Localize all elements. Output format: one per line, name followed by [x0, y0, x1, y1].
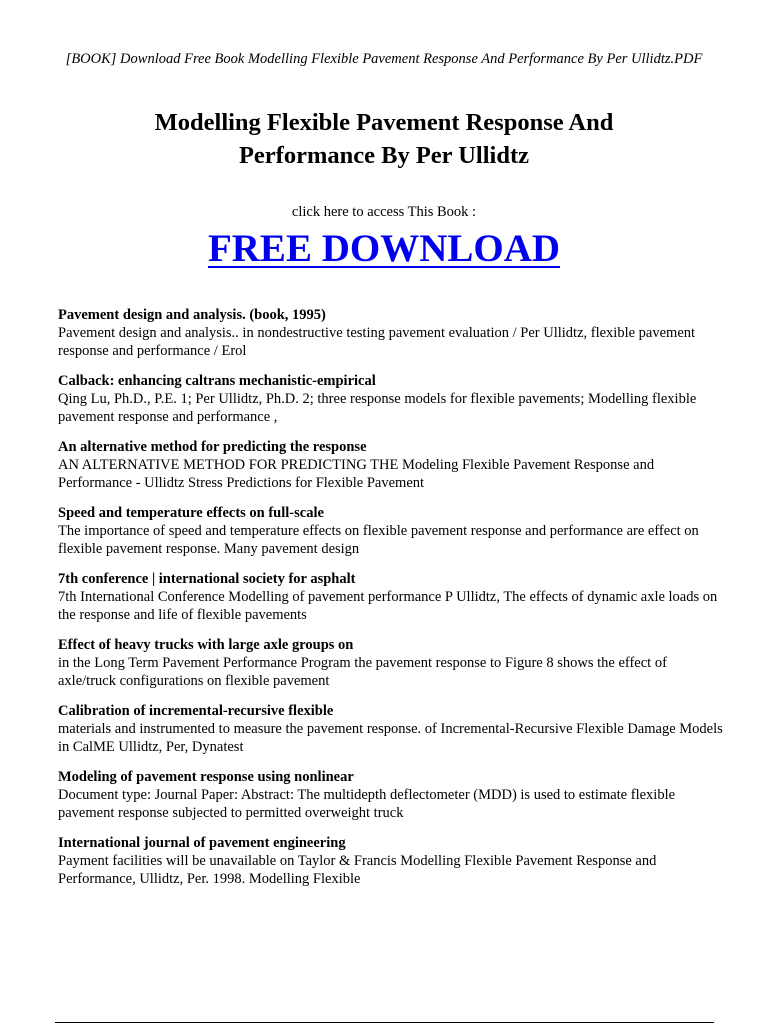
- list-item: [58, 834, 728, 888]
- entry-title: Pavement design and analysis. (book, 1995): [58, 307, 326, 323]
- entry-snippet: in the Long Term Pavement Performance Program the pavement response to Figure 8 shows the effect of axle/truck configurations on flexible pavement: [58, 655, 667, 689]
- entry-title: Calibration of incremental-recursive flexible: [58, 703, 334, 719]
- entry-title: Effect of heavy trucks with large axle groups on: [58, 637, 354, 653]
- title-line-2: Performance By Per Ullidtz: [238, 142, 530, 169]
- entry-title: Speed and temperature effects on full-scale: [58, 505, 324, 521]
- entry-title: 7th conference | international society for asphalt: [58, 571, 356, 587]
- search-results-list: [58, 306, 728, 900]
- entry-snippet: Document type: Journal Paper: Abstract: The multidepth deflectometer (MDD) is used to estimate flexible pavement response subjected to permitted overweight truck: [58, 787, 676, 821]
- entry-title: Calback: enhancing caltrans mechanistic-empirical: [58, 373, 376, 389]
- entry-snippet: AN ALTERNATIVE METHOD FOR PREDICTING THE Modeling Flexible Pavement Response and Performance - Ullidtz Stress Predictions for Flexible Pavement: [58, 457, 655, 491]
- entry-snippet: Payment facilities will be unavailable on Taylor & Francis Modelling Flexible Pavement Response and Performance, Ullidtz, Per. 1998. Modelling Flexible: [58, 853, 657, 887]
- list-item: [58, 636, 728, 690]
- list-item: [58, 570, 728, 624]
- list-item: [58, 372, 728, 426]
- entry-snippet: Qing Lu, Ph.D., P.E. 1; Per Ullidtz, Ph.D. 2; three response models for flexible pavements; Modelling flexible pavement response and performance ,: [58, 391, 697, 425]
- list-item: [58, 306, 728, 360]
- page-title: [84, 106, 684, 172]
- list-item: [58, 768, 728, 822]
- entry-snippet: materials and instrumented to measure the pavement response. of Incremental-Recursive Flexible Damage Models in CalME Ullidtz, Per, Dynatest: [58, 721, 723, 755]
- list-item: [58, 702, 728, 756]
- footer-divider: [55, 1022, 714, 1023]
- entry-title: An alternative method for predicting the response: [58, 439, 367, 455]
- entry-snippet: The importance of speed and temperature effects on flexible pavement response and performance are effect on flexible pavement response. Many pavement design: [58, 523, 699, 557]
- document-header: [BOOK] Download Free Book Modelling Flexible Pavement Response And Performance By Per Ullidtz.PDF: [65, 51, 703, 67]
- list-item: [58, 438, 728, 492]
- entry-title: International journal of pavement engineering: [58, 835, 346, 851]
- entry-snippet: 7th International Conference Modelling of pavement performance P Ullidtz, The effects of dynamic axle loads on the response and life of flexible pavements: [58, 589, 718, 623]
- list-item: [58, 504, 728, 558]
- entry-title: Modeling of pavement response using nonlinear: [58, 769, 354, 785]
- title-line-1: Modelling Flexible Pavement Response And: [154, 109, 614, 136]
- free-download-link[interactable]: FREE DOWNLOAD: [207, 227, 561, 270]
- access-prompt: click here to access This Book :: [291, 204, 477, 220]
- entry-snippet: Pavement design and analysis.. in nondestructive testing pavement evaluation / Per Ullidtz, flexible pavement response and performance / Erol: [58, 325, 696, 359]
